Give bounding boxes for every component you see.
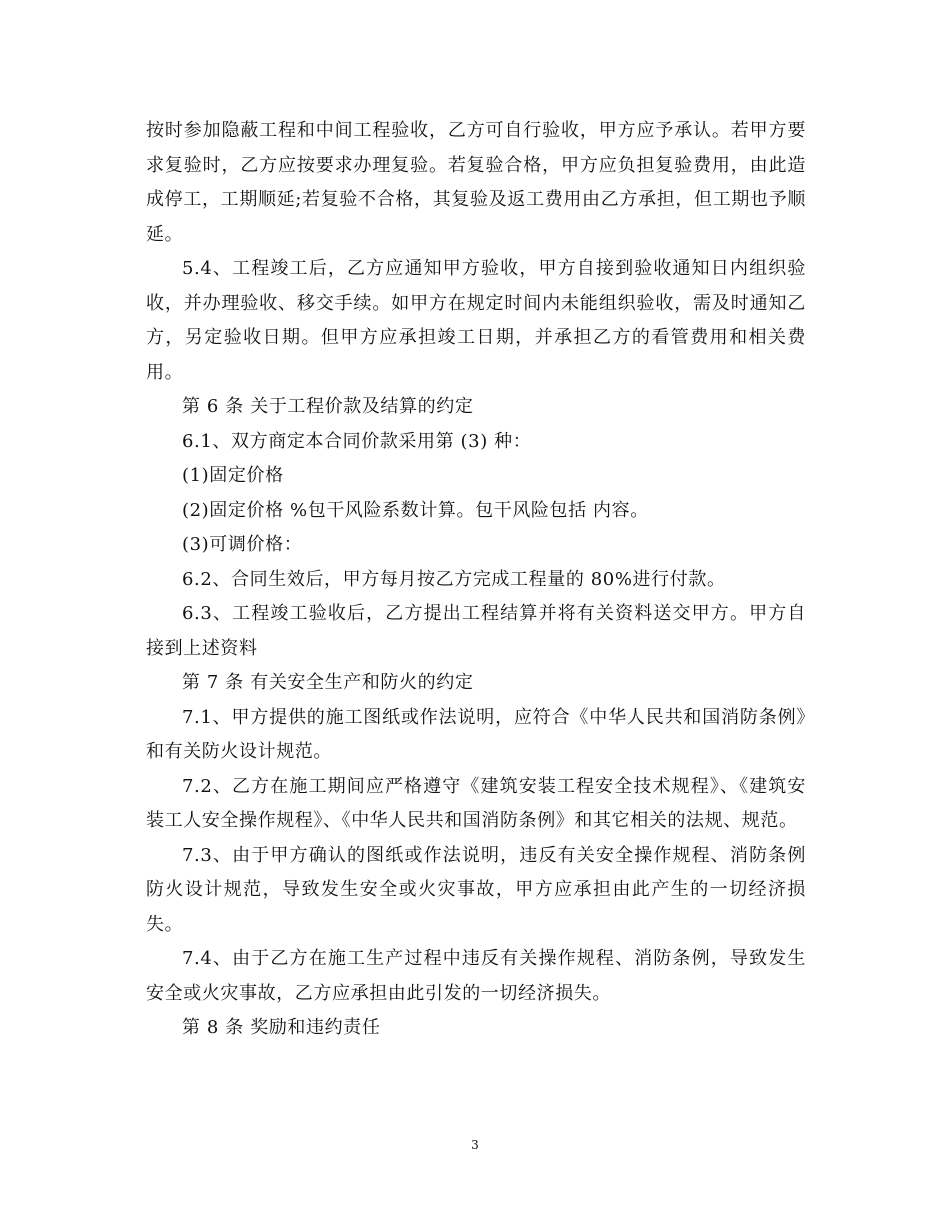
heading-article-8: 第 8 条 奖励和违约责任 [182,1017,381,1038]
paragraph-clause-5-4: 5.4、工程竣工后，乙方应通知甲方验收，甲方自接到验收通知日内组织验收，并办理验收、移交手续。如甲方在规定时间内未能组织验收，需及时通知乙方，另定验收日期。但甲方应承担竣工日期，并承担乙方的看管费用和相关费用。 [146,258,806,383]
paragraph-clause-6-1: 6.1、双方商定本合同价款采用第 (3) 种： [182,430,532,452]
list-item-fixed-price: (1)固定价格 [182,465,284,486]
paragraph-clause-6-3: 6.3、工程竣工验收后，乙方提出工程结算并将有关资料送交甲方。甲方自接到上述资料 [146,603,806,659]
list-item-adjustable-price: (3)可调价格： [182,534,303,555]
paragraph-clause-7-3: 7.3、由于甲方确认的图纸或作法说明，违反有关安全操作规程、消防条例防火设计规范，导致发生安全或火灾事故，甲方应承担由此产生的一切经济损失。 [146,844,806,935]
paragraph-clause-7-2: 7.2、乙方在施工期间应严格遵守《建筑安装工程安全技术规程》、《建筑安装工人安全操作规程》、《中华人民共和国消防条例》和其它相关的法规、规范。 [146,775,806,831]
paragraph-continuation: 按时参加隐蔽工程和中间工程验收，乙方可自行验收，甲方应予承认。若甲方要求复验时，乙方应按要求办理复验。若复验合格，甲方应负担复验费用，由此造成停工，工期顺延;若复验不合格，其复验及返工费用由乙方承担，但工期也予顺延。 [146,120,806,245]
heading-article-6: 第 6 条 关于工程价款及结算的约定 [182,396,474,417]
paragraph-clause-6-2: 6.2、合同生效后，甲方每月按乙方完成工程量的 80%进行付款。 [182,568,726,590]
document-body [146,114,806,1046]
list-item-fixed-price-risk: (2)固定价格 %包干风险系数计算。包干风险包括 内容。 [182,499,649,521]
page-number: 3 [471,1138,479,1152]
paragraph-clause-7-4: 7.4、由于乙方在施工生产过程中违反有关操作规程、消防条例，导致发生安全或火灾事故，乙方应承担由此引发的一切经济损失。 [146,948,806,1004]
paragraph-clause-7-1: 7.1、甲方提供的施工图纸或作法说明，应符合《中华人民共和国消防条例》和有关防火设计规范。 [146,706,806,762]
heading-article-7: 第 7 条 有关安全生产和防火的约定 [182,672,474,693]
